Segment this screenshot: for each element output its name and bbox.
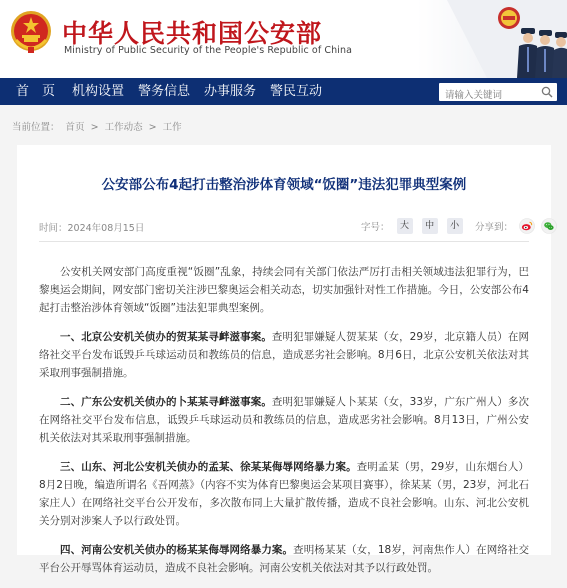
police-officers-icon — [417, 0, 567, 78]
weibo-icon[interactable] — [519, 218, 535, 234]
breadcrumb-separator: > — [90, 122, 99, 133]
search-input[interactable] — [439, 87, 534, 105]
breadcrumb-separator: > — [148, 122, 157, 133]
breadcrumb — [0, 105, 567, 145]
case-heading: 一、北京公安机关侦办的贺某某寻衅滋事案。 — [60, 331, 272, 343]
article-paragraph: 公安机关网安部门高度重视“饭圈”乱象，持续会同有关部门依法严厉打击相关领域违法犯罪行为，巴黎奥运会期间，网安部门密切关注涉巴黎奥运会相关动态，切实加强针对性工作措施。今日，公安部公布4起打击整治涉体育领域“饭圈”违法犯罪典型案例。 — [39, 266, 529, 314]
site-title: 中华人民共和国公安部 — [62, 19, 323, 48]
case-heading: 三、山东、河北公安机关侦办的孟某、徐某某侮辱网络暴力案。 — [60, 461, 357, 473]
article-paragraph: 三、山东、河北公安机关侦办的孟某、徐某某侮辱网络暴力案。查明孟某（男，29岁，山东烟台人）8月2日晚，编造所谓名《吾网蒸》（内容不实为体育巴黎奥运会某项目赛事），徐某某（男，23岁，河北石家庄人）在网络社交平台公开发布，多次散布同上大量扩散传播，造成不良社会影响。山东、河北公安机关分别对涉案人予以行政处罚。 — [39, 461, 529, 527]
nav-item-home[interactable]: 首 页 — [16, 84, 56, 99]
search-box — [439, 83, 557, 101]
share-controls — [475, 218, 560, 234]
site-subtitle: Ministry of Public Security of the People's Republic of China — [64, 45, 353, 56]
meta-divider — [39, 241, 529, 242]
article-paragraph: 四、河南公安机关侦办的杨某某侮辱网络暴力案。查明杨某某（女，18岁，河南焦作人）在网络社交平台公开辱骂体育运动员，造成不良社会影响。河南公安机关依法对其予以行政处罚。 — [39, 544, 529, 574]
font-size-large-button[interactable]: 大 — [397, 218, 413, 234]
font-size-controls — [361, 218, 469, 234]
font-size-medium-button[interactable]: 中 — [422, 218, 438, 234]
font-size-label: 字号： — [361, 222, 390, 233]
article-meta — [39, 216, 529, 236]
nav-item-interaction[interactable]: 警民互动 — [270, 84, 323, 99]
main-nav — [0, 78, 567, 105]
national-emblem-icon — [10, 10, 52, 54]
publish-date: 时间：2024年08月15日 — [39, 223, 145, 234]
search-icon[interactable] — [541, 86, 553, 98]
breadcrumb-work[interactable]: 工作 — [162, 122, 182, 133]
article-paragraph: 一、北京公安机关侦办的贺某某寻衅滋事案。查明犯罪嫌疑人贺某某（女，29岁，北京籍人员）在网络社交平台发布诋毁乒乓球运动员和教练员的信息，造成恶劣社会影响。8月6日，北京公安机关依法对其采取刑事强制措施。 — [39, 331, 529, 379]
nav-item-police-info[interactable]: 警务信息 — [138, 84, 191, 99]
breadcrumb-label: 当前位置： — [12, 122, 60, 133]
article-container — [17, 145, 551, 574]
font-size-small-button[interactable]: 小 — [447, 218, 463, 234]
site-header — [0, 0, 567, 78]
case-heading: 四、河南公安机关侦办的杨某某侮辱网络暴力案。 — [60, 544, 294, 556]
article-body — [39, 263, 529, 588]
article-paragraph: 二、广东公安机关侦办的卜某某寻衅滋事案。查明犯罪嫌疑人卜某某（女，33岁，广东广州人）多次在网络社交平台发布信息，诋毁乒乓球运动员和教练员的信息，造成恶劣社会影响。8月13日，广州公安机关依法对其采取刑事强制措施。 — [39, 396, 529, 444]
share-label: 分享到： — [475, 222, 514, 233]
breadcrumb-work-news[interactable]: 工作动态 — [104, 122, 143, 133]
nav-item-organization[interactable]: 机构设置 — [72, 84, 125, 99]
case-heading: 二、广东公安机关侦办的卜某某寻衅滋事案。 — [60, 396, 272, 408]
nav-item-services[interactable]: 办事服务 — [204, 84, 257, 99]
article-title: 公安部公布4起打击整治涉体育领域“饭圈”违法犯罪典型案例 — [101, 177, 467, 193]
breadcrumb-home[interactable]: 首页 — [65, 122, 85, 133]
wechat-icon[interactable] — [541, 218, 557, 234]
